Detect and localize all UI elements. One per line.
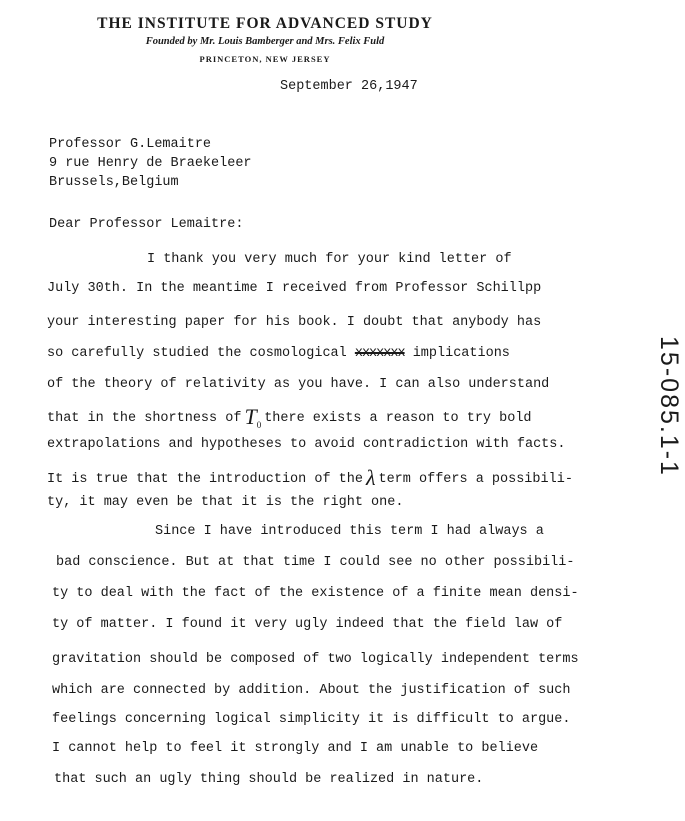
body-line: feelings concerning logical simplicity it is difficult to argue.: [52, 712, 571, 727]
recipient-name: Professor G.Lemaitre: [49, 137, 212, 152]
body-line: ty of matter. I found it very ugly indeed that the field law of: [52, 617, 563, 632]
archive-number: 15-085.1-1: [654, 336, 683, 477]
body-line: ty, it may even be that it is the right one.: [47, 495, 404, 510]
body-line: [47, 346, 510, 361]
body-line: [47, 465, 573, 491]
body-line: July 30th. In the meantime I received from Professor Schillpp: [47, 281, 542, 296]
body-line: gravitation should be composed of two logically independent terms: [52, 652, 579, 667]
handwritten-t-zero-symbol: T0: [244, 404, 262, 430]
body-text: It is true that the introduction of the: [47, 472, 363, 487]
handwritten-lambda-symbol: λ: [365, 465, 376, 490]
recipient-city: Brussels,Belgium: [49, 175, 179, 190]
body-line: that such an ugly thing should be realized in nature.: [54, 772, 484, 787]
body-text: term offers a possibili-: [378, 472, 573, 487]
letterhead: [80, 14, 450, 66]
body-line: I thank you very much for your kind letter of: [147, 252, 512, 267]
body-line: which are connected by addition. About the justification of such: [52, 683, 571, 698]
body-text: that in the shortness of: [47, 411, 242, 426]
body-line: extrapolations and hypotheses to avoid contradiction with facts.: [47, 437, 566, 452]
body-line: your interesting paper for his book. I doubt that anybody has: [47, 315, 542, 330]
body-line: of the theory of relativity as you have. I can also understand: [47, 377, 550, 392]
letter-date: September 26,1947: [280, 79, 418, 94]
body-text: there exists a reason to try bold: [264, 411, 532, 426]
body-line: [47, 404, 532, 430]
struck-out-word: xxxxxxx: [354, 346, 405, 361]
body-text: implications: [412, 346, 510, 361]
founders-subtitle: Founded by Mr. Louis Bamberger and Mrs. Felix Fuld: [145, 36, 385, 47]
salutation: Dear Professor Lemaitre:: [49, 217, 244, 232]
body-line: Since I have introduced this term I had always a: [155, 524, 544, 539]
body-line: I cannot help to feel it strongly and I am unable to believe: [52, 741, 539, 756]
body-line: ty to deal with the fact of the existence of a finite mean densi-: [52, 586, 579, 601]
recipient-street: 9 rue Henry de Braekeleer: [49, 156, 252, 171]
institute-city: PRINCETON, NEW JERSEY: [199, 54, 331, 64]
body-text: so carefully studied the cosmological: [47, 346, 347, 361]
institute-title: THE INSTITUTE FOR ADVANCED STUDY: [97, 15, 433, 32]
body-line: bad conscience. But at that time I could see no other possibili-: [56, 555, 575, 570]
